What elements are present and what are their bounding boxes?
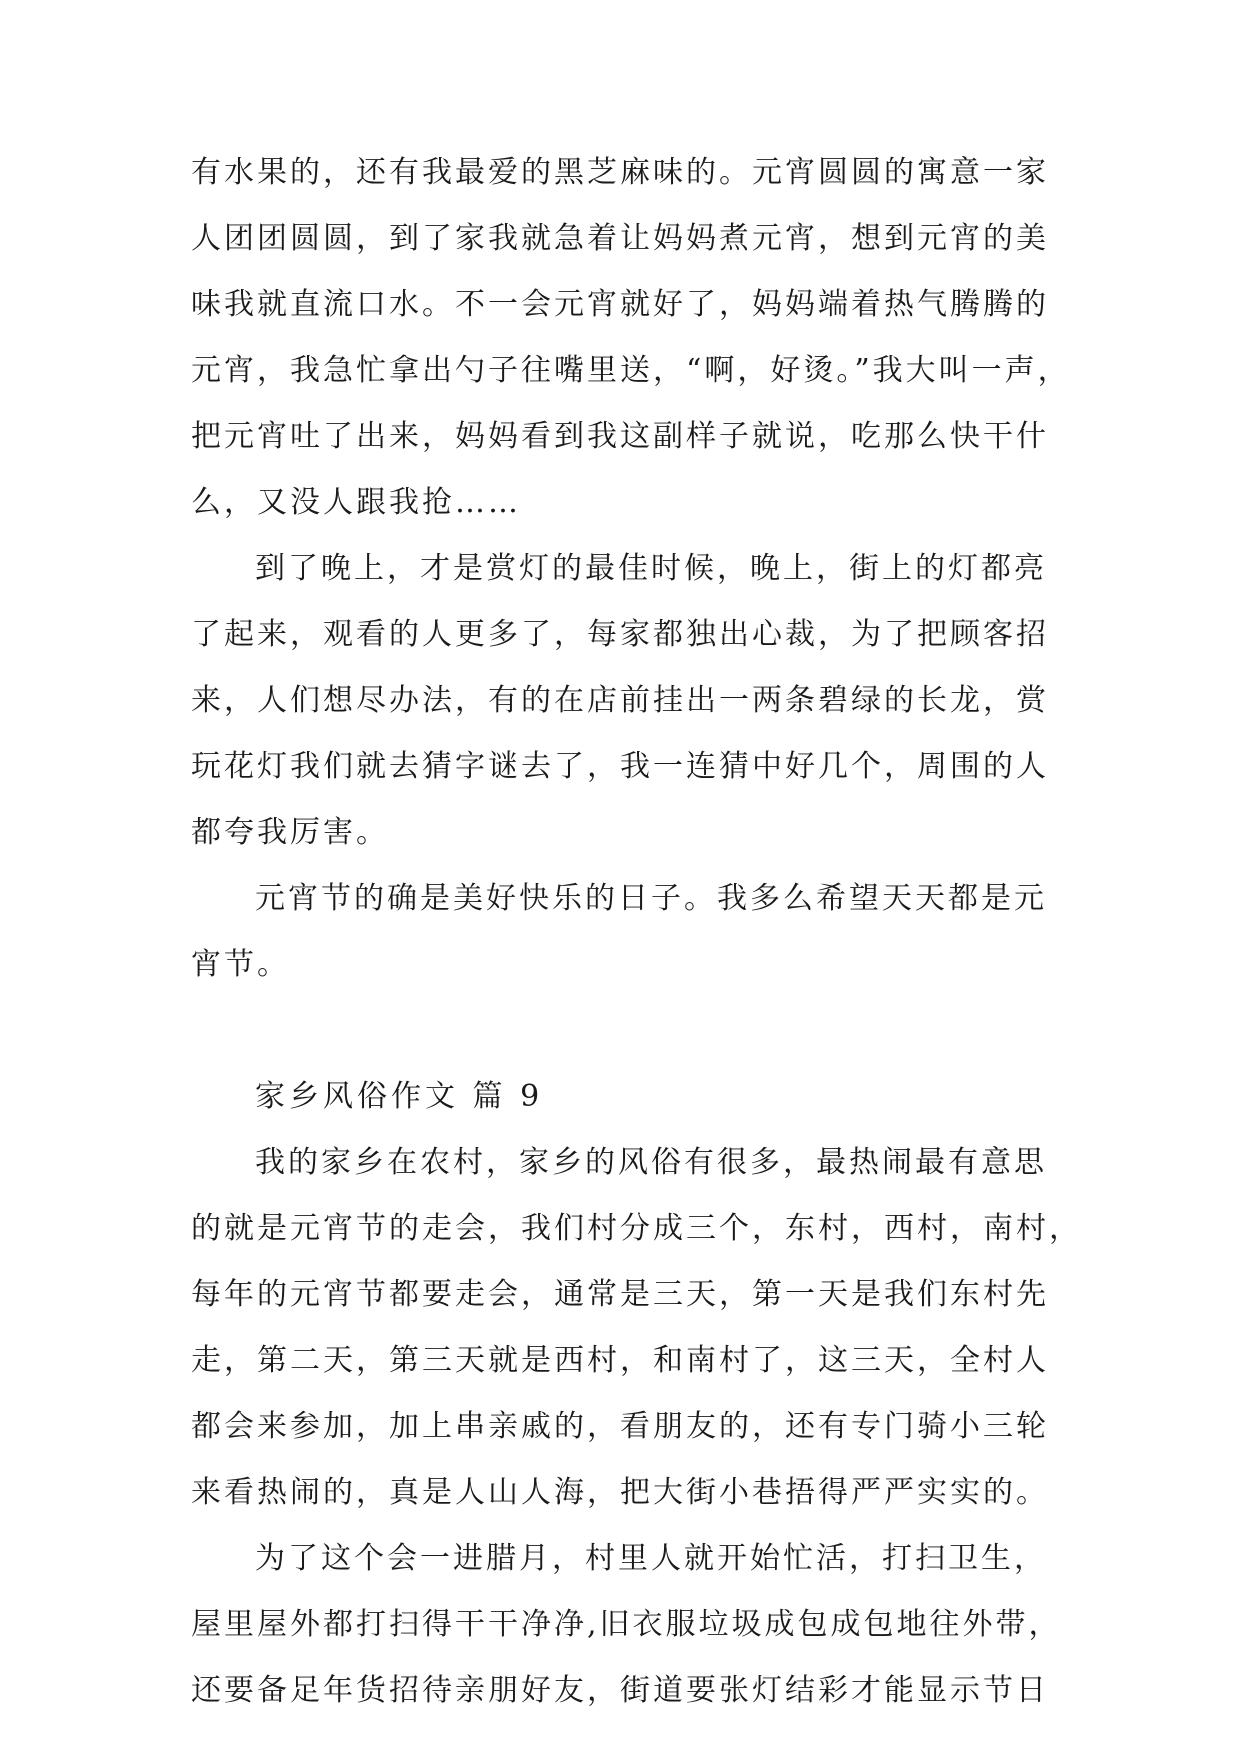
paragraph xyxy=(191,140,1071,536)
text-line: 宵节。 xyxy=(191,947,290,982)
paragraph xyxy=(191,1526,1062,1724)
text-line: 走，第二天，第三天就是西村，和南村了，这三天，全村人 xyxy=(191,1343,1049,1378)
text-line: 把元宵吐了出来，妈妈看到我这副样子就说，吃那么快干什 xyxy=(191,419,1049,454)
spacer xyxy=(191,998,1051,1064)
text-line: 人团团圆圆，到了家我就急着让妈妈煮元宵，想到元宵的美 xyxy=(191,221,1049,256)
text-line: 味我就直流口水。不一会元宵就好了，妈妈端着热气腾腾的 xyxy=(191,287,1049,322)
paragraph xyxy=(191,1130,1082,1526)
text-line: 有水果的，还有我最爱的黑芝麻味的。元宵圆圆的寓意一家 xyxy=(191,155,1049,190)
text-line: 来，人们想尽办法，有的在店前挂出一两条碧绿的长龙，赏 xyxy=(191,683,1049,718)
paragraph xyxy=(191,536,1051,866)
text-line: 玩花灯我们就去猜字谜去了，我一连猜中好几个，周围的人 xyxy=(191,749,1049,784)
paragraph xyxy=(191,866,1051,998)
text-line: 都夸我厉害。 xyxy=(191,815,389,850)
text-line: 我的家乡在农村，家乡的风俗有很多，最热闹最有意思 xyxy=(255,1145,1047,1180)
text-line: 元宵节的确是美好快乐的日子。我多么希望天天都是元 xyxy=(255,881,1047,916)
text-line: 的就是元宵节的走会，我们村分成三个，东村，西村，南村， xyxy=(191,1211,1082,1246)
section-heading: 家乡风俗作文 篇 9 xyxy=(255,1079,544,1114)
text-line: 屋里屋外都打扫得干干净净,旧衣服垃圾成包成包地往外带， xyxy=(191,1607,1062,1642)
text-line: 到了晚上，才是赏灯的最佳时候，晚上，街上的灯都亮 xyxy=(255,551,1047,586)
text-line: 么，又没人跟我抢…… xyxy=(191,485,521,520)
text-line: 都会来参加，加上串亲戚的，看朋友的，还有专门骑小三轮 xyxy=(191,1409,1049,1444)
text-line: 了起来，观看的人更多了，每家都独出心裁，为了把顾客招 xyxy=(191,617,1049,652)
document-body xyxy=(191,140,1082,1724)
text-line: 还要备足年货招待亲朋好友，街道要张灯结彩才能显示节日 xyxy=(191,1673,1049,1708)
text-line: 每年的元宵节都要走会，通常是三天，第一天是我们东村先 xyxy=(191,1277,1049,1312)
text-line: 为了这个会一进腊月，村里人就开始忙活，打扫卫生， xyxy=(255,1541,1047,1576)
text-line: 来看热闹的，真是人山人海，把大街小巷捂得严严实实的。 xyxy=(191,1475,1049,1510)
text-line: 元宵，我急忙拿出勺子往嘴里送，“啊，好烫。”我大叫一声， xyxy=(191,353,1071,388)
